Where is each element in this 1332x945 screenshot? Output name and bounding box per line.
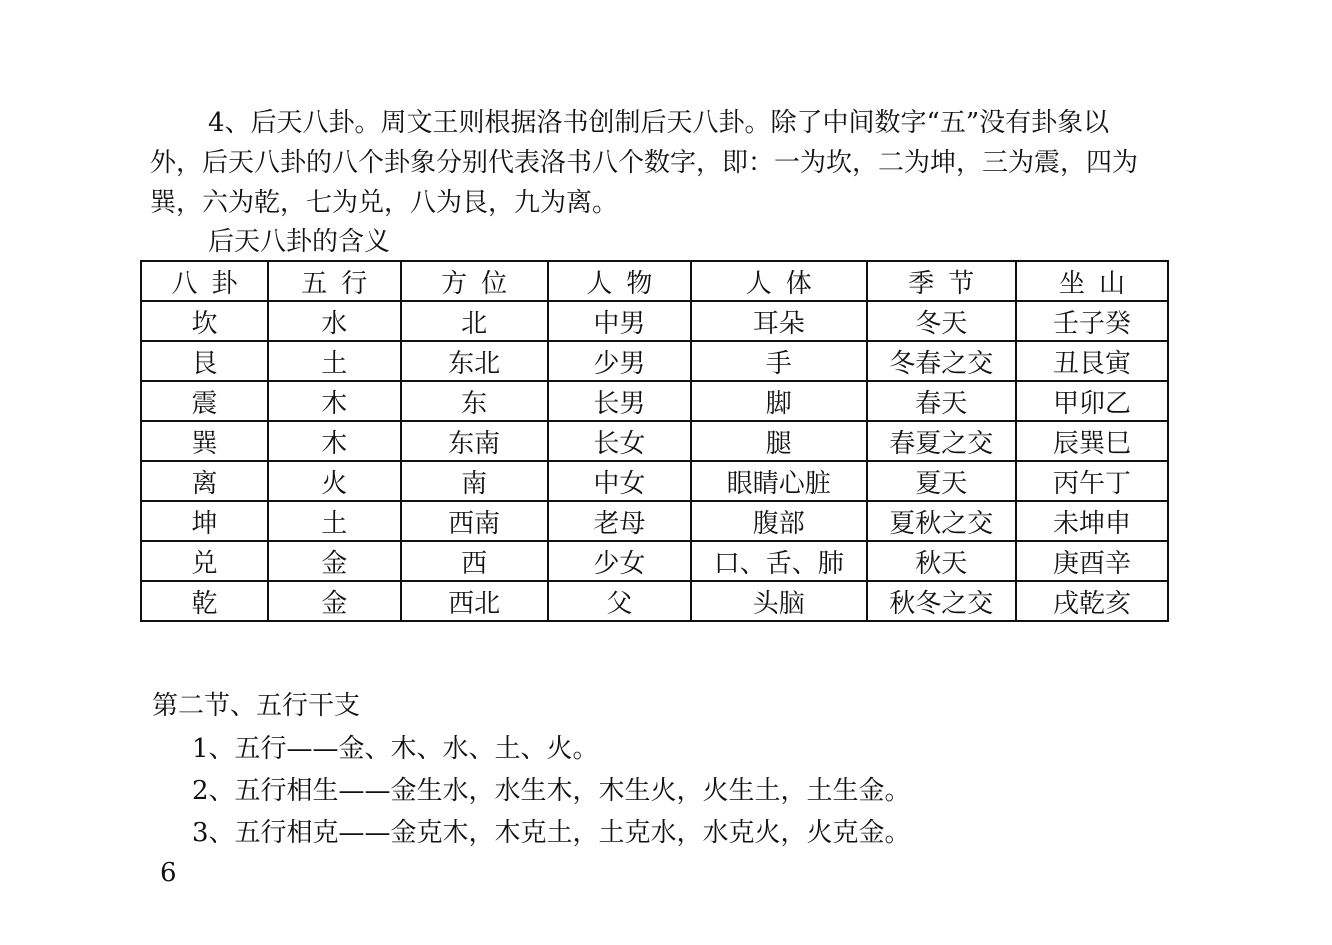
table-cell: 金: [268, 581, 401, 621]
table-cell: 父: [548, 581, 691, 621]
table-cell: 秋冬之交: [867, 581, 1016, 621]
table-cell: 辰巽巳: [1016, 421, 1168, 461]
table-cell: 中女: [548, 461, 691, 501]
table-cell: 艮: [141, 341, 268, 381]
table-row: [141, 581, 1168, 621]
table-cell: 眼睛心脏: [691, 461, 866, 501]
table-cell: 木: [268, 421, 401, 461]
table-cell: 长男: [548, 381, 691, 421]
table-cell: 西南: [401, 501, 548, 541]
table-cell: 戌乾亥: [1016, 581, 1168, 621]
table-row: [141, 461, 1168, 501]
section-items: [192, 728, 911, 854]
table-row: [141, 381, 1168, 421]
table-cell: 震: [141, 381, 268, 421]
table-row: [141, 501, 1168, 541]
table-cell: 秋天: [867, 541, 1016, 581]
table-cell: 耳朵: [691, 301, 866, 341]
header-cell: 坐山: [1016, 261, 1168, 301]
table-cell: 口、舌、肺: [691, 541, 866, 581]
table-cell: 西: [401, 541, 548, 581]
header-cell: 季节: [867, 261, 1016, 301]
table-cell: 土: [268, 501, 401, 541]
table-row: [141, 341, 1168, 381]
table-cell: 坎: [141, 301, 268, 341]
header-cell: 人物: [548, 261, 691, 301]
paragraph-line: 外，后天八卦的八个卦象分别代表洛书八个数字，即：一为坎，二为坤，三为震，四为: [150, 148, 1139, 178]
header-cell: 五行: [268, 261, 401, 301]
table-cell: 东北: [401, 341, 548, 381]
table-cell: 手: [691, 341, 866, 381]
section-title: 第二节、五行干支: [152, 691, 361, 721]
table-cell: 少男: [548, 341, 691, 381]
table-cell: 腹部: [691, 501, 866, 541]
table-row: [141, 541, 1168, 581]
table-cell: 金: [268, 541, 401, 581]
list-item: 3、五行相克——金克木，木克土，土克水，水克火，火克金。: [192, 818, 911, 848]
table-cell: 北: [401, 301, 548, 341]
table-cell: 东南: [401, 421, 548, 461]
table-cell: 头脑: [691, 581, 866, 621]
list-item: 1、五行——金、木、水、土、火。: [192, 734, 599, 764]
table-cell: 未坤申: [1016, 501, 1168, 541]
table-cell: 甲卯乙: [1016, 381, 1168, 421]
table-row: [141, 421, 1168, 461]
paragraph-line: 巽，六为乾，七为兑，八为艮，九为离。: [150, 188, 619, 218]
table-cell: 离: [141, 461, 268, 501]
table-cell: 春夏之交: [867, 421, 1016, 461]
table-cell: 丙午丁: [1016, 461, 1168, 501]
table-cell: 长女: [548, 421, 691, 461]
header-cell: 人体: [691, 261, 866, 301]
table-caption: 后天八卦的含义: [208, 227, 391, 257]
table-cell: 南: [401, 461, 548, 501]
table-cell: 冬春之交: [867, 341, 1016, 381]
table-cell: 水: [268, 301, 401, 341]
intro-paragraph: [150, 103, 1210, 223]
list-item: 2、五行相生——金生水，水生木，木生火，火生土，土生金。: [192, 776, 911, 806]
table-cell: 兑: [141, 541, 268, 581]
table-row: [141, 301, 1168, 341]
bagua-table: [140, 260, 1169, 622]
table-cell: 丑艮寅: [1016, 341, 1168, 381]
table-cell: 少女: [548, 541, 691, 581]
table-cell: 巽: [141, 421, 268, 461]
table-cell: 坤: [141, 501, 268, 541]
table-cell: 春天: [867, 381, 1016, 421]
table-cell: 庚酉辛: [1016, 541, 1168, 581]
table-header-row: [141, 261, 1168, 301]
table-cell: 火: [268, 461, 401, 501]
header-cell: 八卦: [141, 261, 268, 301]
table-cell: 夏天: [867, 461, 1016, 501]
table-cell: 土: [268, 341, 401, 381]
table-cell: 老母: [548, 501, 691, 541]
table-cell: 乾: [141, 581, 268, 621]
table-cell: 木: [268, 381, 401, 421]
header-cell: 方位: [401, 261, 548, 301]
table-cell: 东: [401, 381, 548, 421]
table-cell: 夏秋之交: [867, 501, 1016, 541]
table-cell: 中男: [548, 301, 691, 341]
table-cell: 壬子癸: [1016, 301, 1168, 341]
table-cell: 冬天: [867, 301, 1016, 341]
page-number: 6: [160, 858, 177, 888]
paragraph-line: 4、后天八卦。周文王则根据洛书创制后天八卦。除了中间数字“五”没有卦象以: [208, 108, 1110, 138]
table-cell: 西北: [401, 581, 548, 621]
table-cell: 脚: [691, 381, 866, 421]
table-cell: 腿: [691, 421, 866, 461]
